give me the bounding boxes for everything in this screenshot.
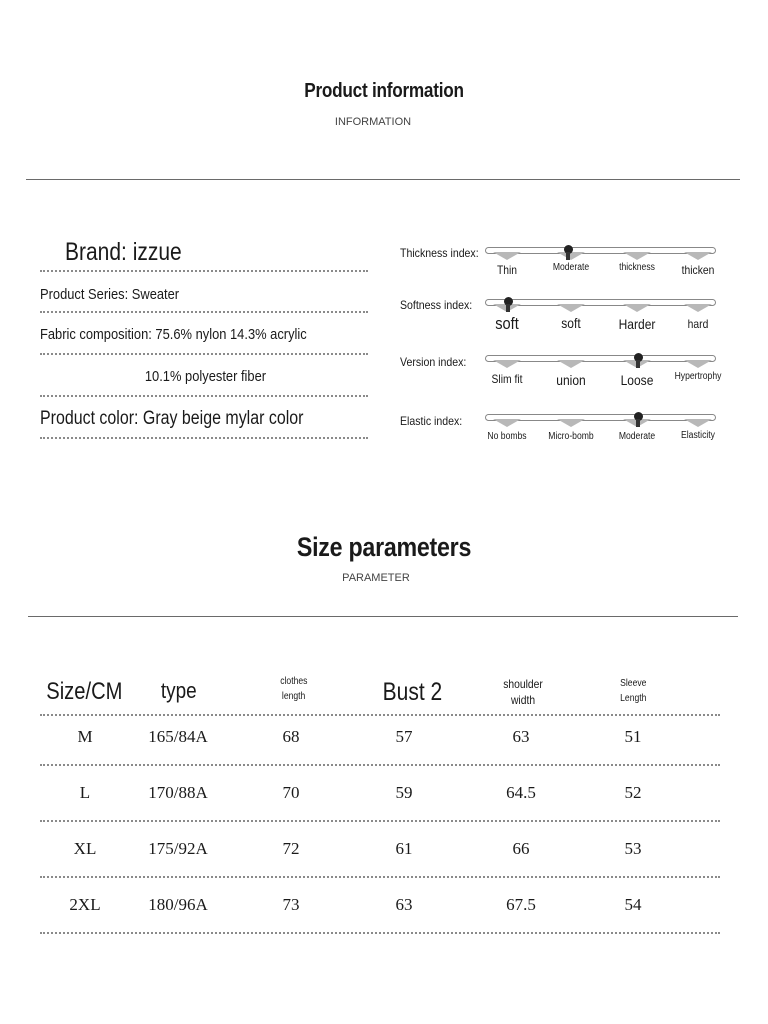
table-cell: 64.5 [506, 783, 536, 802]
table-cell: 63 [512, 727, 530, 746]
header-sleeve-length: Sleeve Length [619, 678, 647, 704]
index-marker [557, 360, 585, 368]
dotted-divider [40, 437, 368, 439]
series-text: Product Series: Sweater [40, 286, 180, 303]
index-option: Elasticity [681, 430, 715, 441]
table-cell: 175/92A [148, 839, 208, 858]
fabric-text-line1: Fabric composition: 75.6% nylon 14.3% acrylic [40, 326, 307, 343]
table-cell: XL [73, 839, 97, 858]
header-clothes-length: clothes length [280, 676, 308, 702]
table-cell: 73 [282, 895, 300, 914]
table-cell: 72 [282, 839, 300, 858]
dotted-divider [40, 353, 368, 355]
index-option: hard [687, 317, 709, 331]
header-bust: Bust 2 [382, 678, 442, 706]
index-option: Moderate [552, 262, 590, 273]
index-option: soft [495, 314, 519, 333]
dotted-divider [40, 311, 368, 313]
index-slider-stem [636, 360, 640, 368]
index-marker [684, 304, 712, 312]
index-option: thickness [619, 262, 655, 273]
index-option: Slim fit [491, 372, 523, 386]
dotted-divider [40, 764, 720, 766]
header-type: type [161, 678, 197, 703]
index-option: Harder [618, 316, 656, 332]
index-marker [623, 252, 651, 260]
index-option: thicken [681, 263, 715, 277]
table-cell: M [77, 727, 93, 746]
header-size: Size/CM [45, 678, 123, 705]
product-info-title: Product information [304, 80, 464, 102]
index-slider-stem [506, 304, 510, 312]
index-label: Thickness index: [400, 246, 479, 260]
table-cell: 53 [624, 839, 642, 858]
dotted-divider [40, 395, 368, 397]
index-label: Elastic index: [400, 414, 463, 428]
dotted-divider [40, 876, 720, 878]
dotted-divider [40, 820, 720, 822]
index-marker [557, 304, 585, 312]
brand-text: Brand: izzue [65, 238, 182, 266]
table-cell: L [79, 783, 91, 802]
dotted-divider [40, 932, 720, 934]
index-marker [684, 360, 712, 368]
table-cell: 54 [624, 895, 642, 914]
index-option: No bombs [487, 431, 527, 442]
index-marker [684, 252, 712, 260]
index-option: Thin [496, 263, 518, 277]
index-marker [493, 360, 521, 368]
table-cell: 68 [282, 727, 300, 746]
dotted-divider [40, 714, 720, 716]
index-option: Moderate [618, 431, 656, 442]
table-cell: 165/84A [148, 727, 208, 746]
index-marker [684, 419, 712, 427]
color-text: Product color: Gray beige mylar color [40, 408, 304, 429]
index-marker [623, 304, 651, 312]
index-slider-stem [636, 419, 640, 427]
size-params-subtitle: PARAMETER [342, 572, 410, 584]
table-cell: 2XL [69, 895, 101, 914]
index-marker [493, 419, 521, 427]
index-option: Micro-bomb [548, 431, 594, 442]
divider [28, 616, 738, 617]
size-params-title: Size parameters [296, 532, 472, 562]
fabric-text-line2: 10.1% polyester fiber [144, 368, 266, 385]
index-marker [557, 419, 585, 427]
index-marker [493, 252, 521, 260]
table-cell: 51 [624, 727, 642, 746]
index-option: union [556, 372, 586, 388]
table-cell: 67.5 [506, 895, 536, 914]
header-shoulder-width: shoulder width [503, 677, 543, 707]
table-cell: 170/88A [148, 783, 208, 802]
index-option: Hypertrophy [674, 371, 722, 382]
table-cell: 66 [512, 839, 530, 858]
index-option: soft [561, 315, 581, 331]
table-cell: 63 [395, 895, 413, 914]
index-label: Softness index: [400, 298, 473, 312]
table-cell: 52 [624, 783, 642, 802]
index-option: Loose [620, 372, 654, 388]
index-slider-stem [566, 252, 570, 260]
table-cell: 57 [395, 727, 413, 746]
table-cell: 61 [395, 839, 413, 858]
dotted-divider [40, 270, 368, 272]
table-cell: 180/96A [148, 895, 208, 914]
product-info-subtitle: INFORMATION [334, 116, 412, 128]
divider [26, 179, 740, 180]
table-cell: 59 [395, 783, 413, 802]
index-label: Version index: [400, 355, 467, 369]
table-cell: 70 [282, 783, 300, 802]
